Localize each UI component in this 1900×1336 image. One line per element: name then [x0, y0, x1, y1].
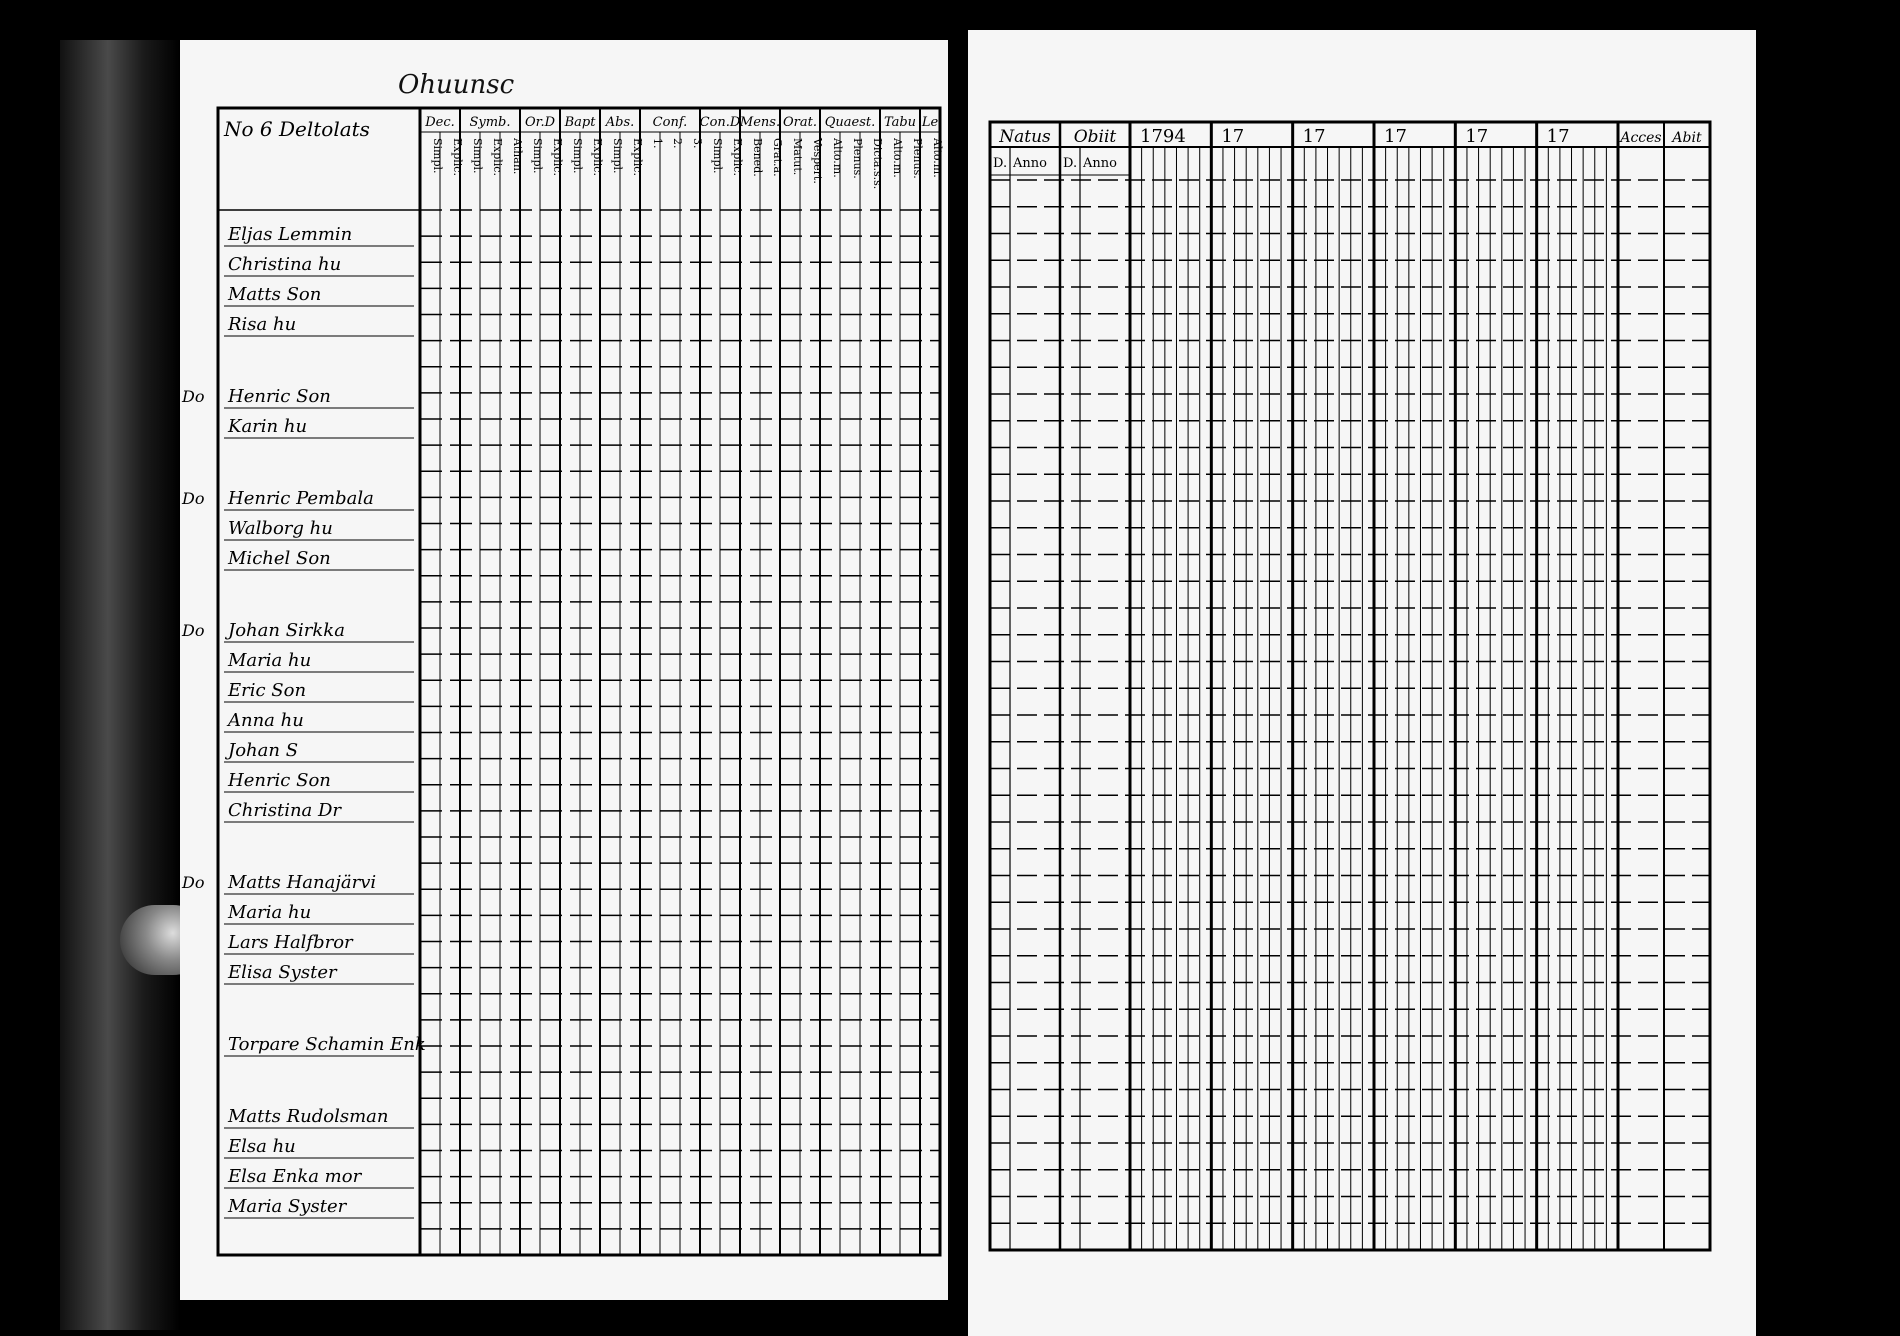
household-member-name: Eric Son — [228, 680, 307, 701]
sub-column-label: 3. — [691, 138, 704, 149]
household-member-name: Anna hu — [228, 710, 304, 731]
sub-column-label: Alto.m. — [931, 138, 944, 178]
sub-column-label: 2. — [671, 138, 684, 149]
household-member-name: Eljas Lemmin — [228, 224, 353, 245]
sub-column-label: Simpl. — [711, 138, 724, 174]
column-group-label: Mens. — [739, 115, 781, 130]
household-member-name: Johan Sirkka — [228, 620, 345, 641]
sub-column-label: Simpl. — [611, 138, 624, 174]
acces-label: Acces — [1620, 130, 1662, 146]
top-annotation: Ohuunsc — [398, 70, 515, 100]
date-block-sub-label: D. — [1063, 156, 1078, 171]
household-marker: Do — [182, 489, 205, 508]
household-member-name: Elisa Syster — [228, 962, 337, 983]
column-group-label: Con.D — [699, 115, 741, 130]
household-member-name: Henric Son — [228, 770, 331, 791]
year-label: 1794 — [1140, 126, 1186, 147]
sub-column-label: Matut. — [791, 138, 804, 176]
household-member-name: Henric Son — [228, 386, 331, 407]
household-member-name: Matts Rudolsman — [228, 1106, 389, 1127]
column-group-label: Le — [921, 115, 939, 130]
household-member-name: Maria hu — [228, 650, 312, 671]
date-block-sub-label: Anno — [1083, 156, 1117, 171]
sub-column-label: Simpl. — [571, 138, 584, 174]
page-gutter — [948, 0, 968, 1336]
year-label: 17 — [1546, 126, 1570, 147]
date-block-sub-label: D. — [993, 156, 1008, 171]
sub-column-label: Alto.m. — [891, 138, 904, 178]
column-group-label: Conf. — [652, 115, 688, 130]
sub-column-label: Bened. — [751, 138, 764, 177]
household-member-name: Karin hu — [228, 416, 308, 437]
household-member-name: Michel Son — [228, 548, 331, 569]
sub-column-label: Simpl. — [431, 138, 444, 174]
date-block-label: Obiit — [1073, 127, 1117, 147]
household-member-name: Lars Halfbror — [228, 932, 353, 953]
column-group-label: Bapt — [564, 115, 596, 130]
column-group-label: Orat. — [783, 115, 817, 130]
household-marker: Do — [182, 873, 205, 892]
household-member-name: Torpare Schamin Enk — [228, 1034, 426, 1055]
sub-column-label: Athan. — [511, 138, 524, 175]
left-frame — [218, 108, 940, 1255]
sub-column-label: Simpl. — [471, 138, 484, 174]
left-page — [180, 40, 948, 1300]
sub-column-label: Grat.a. — [771, 138, 784, 177]
household-member-name: Matts Hanajärvi — [228, 872, 377, 893]
abit-label: Abit — [1672, 130, 1702, 146]
household-member-name: Johan S — [228, 740, 299, 761]
household-member-name: Christina Dr — [228, 800, 342, 821]
sub-column-label: Explic. — [551, 138, 564, 176]
sub-column-label: Explic. — [451, 138, 464, 176]
sub-column-label: Explic. — [591, 138, 604, 176]
sub-column-label: Alto.m. — [831, 138, 844, 178]
year-label: 17 — [1465, 126, 1489, 147]
date-block-sub-label: Anno — [1013, 156, 1047, 171]
sub-column-label: Dicta.s.s. — [871, 138, 884, 190]
column-group-label: Tabu — [883, 115, 917, 130]
household-member-name: Elsa Enka mor — [228, 1166, 362, 1187]
household-member-name: Walborg hu — [228, 518, 333, 539]
sub-column-label: Explic. — [491, 138, 504, 176]
household-member-name: Henric Pembala — [228, 488, 374, 509]
book-binding — [60, 40, 180, 1330]
year-label: 17 — [1302, 126, 1326, 147]
right-page — [968, 30, 1756, 1336]
column-group-label: Quaest. — [824, 115, 876, 130]
year-label: 17 — [1221, 126, 1245, 147]
household-member-name: Christina hu — [228, 254, 342, 275]
household-member-name: Elsa hu — [228, 1136, 296, 1157]
household-marker: Do — [182, 387, 205, 406]
left-ledger-grid — [180, 40, 948, 1300]
column-group-label: Symb. — [469, 115, 511, 130]
right-ledger-grid — [968, 30, 1756, 1336]
sub-column-label: Plenus. — [851, 138, 864, 179]
sub-column-label: Explic. — [731, 138, 744, 176]
household-marker: Do — [182, 621, 205, 640]
sub-column-label: Plenus. — [911, 138, 924, 179]
left-header-label: No 6 Deltolats — [224, 117, 370, 141]
household-member-name: Maria Syster — [228, 1196, 347, 1217]
sub-column-label: 1. — [651, 138, 664, 149]
column-group-label: Abs. — [605, 115, 635, 130]
column-group-label: Or.D — [525, 115, 555, 130]
right-frame — [990, 122, 1710, 1250]
household-member-name: Risa hu — [228, 314, 297, 335]
date-block-label: Natus — [999, 127, 1051, 147]
household-member-name: Matts Son — [228, 284, 322, 305]
household-member-name: Maria hu — [228, 902, 312, 923]
column-group-label: Dec. — [425, 115, 455, 130]
sub-column-label: Vespert. — [811, 138, 824, 184]
sub-column-label: Simpl. — [531, 138, 544, 174]
year-label: 17 — [1384, 126, 1407, 147]
sub-column-label: Explic. — [631, 138, 644, 176]
